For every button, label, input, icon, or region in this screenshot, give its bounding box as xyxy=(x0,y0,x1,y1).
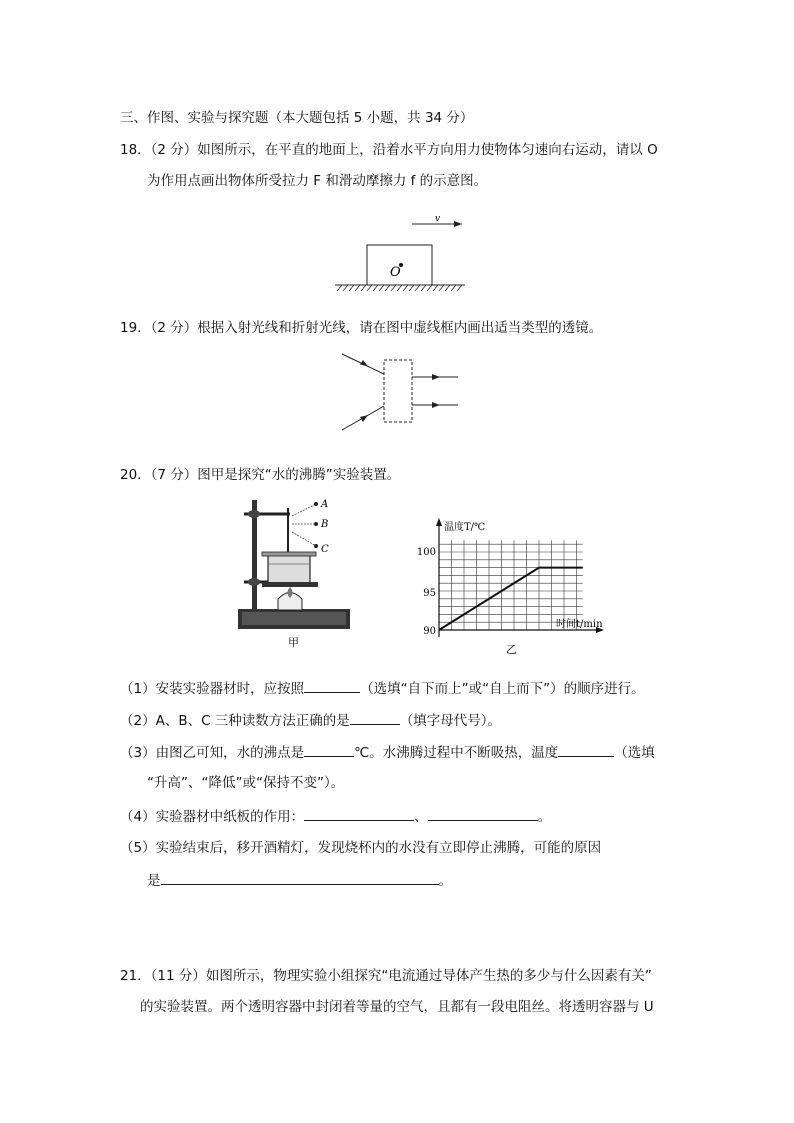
q20-sub3 xyxy=(120,743,655,762)
cardboard xyxy=(262,552,316,556)
answer-blank-1[interactable] xyxy=(304,679,360,693)
sight-line-a xyxy=(292,504,316,516)
y-axis-arrowhead xyxy=(436,518,442,526)
q20-sub2-text-a: （2）A、B、C 三种读数方法正确的是 xyxy=(120,713,350,729)
boiling-apparatus-figure xyxy=(232,494,362,649)
temperature-chart xyxy=(410,515,630,675)
y-tick-label: 95 xyxy=(423,588,436,599)
q21-text-line1: 21．（11 分）如图所示，物理实验小组探究“电流通过导体产生热的多少与什么因素有关” xyxy=(120,968,652,984)
answer-blank-3b[interactable] xyxy=(558,743,614,757)
caption-jia: 甲 xyxy=(288,636,299,649)
label-b: B xyxy=(321,519,329,530)
eye-a-icon xyxy=(314,502,318,506)
q20-sub3-text-c: （选填 xyxy=(614,745,655,761)
q20-sub5-line2 xyxy=(147,871,452,890)
answer-blank-2[interactable] xyxy=(350,711,400,725)
q20-sub4-sep: 、 xyxy=(414,809,428,825)
q20-sub5-line1: （5）实验结束后，移开酒精灯，发现烧杯内的水没有立即停止沸腾，可能的原因 xyxy=(120,840,602,856)
q19-figure xyxy=(340,350,470,440)
velocity-arrowhead xyxy=(454,221,462,227)
eye-c-icon xyxy=(314,544,318,548)
ground-hatching xyxy=(337,285,462,291)
sight-line-c xyxy=(292,532,316,546)
q18-text-line2: 为作用点画出物体所受拉力 F 和滑动摩擦力 f 的示意图。 xyxy=(147,173,488,189)
q20-sub5-text-a: 是 xyxy=(147,873,161,889)
q20-sub3-text-b: ℃。水沸腾过程中不断吸热，温度 xyxy=(354,745,559,761)
q21-text-line2: 的实验装置。两个透明容器中封闭着等量的空气，且都有一段电阻丝。将透明容器与 U xyxy=(140,999,654,1015)
q20-sub4-end: 。 xyxy=(537,809,552,825)
q19-text-line1: 19．（2 分）根据入射光线和折射光线，请在图中虚线框内画出适当类型的透镜。 xyxy=(120,320,603,336)
velocity-label: v xyxy=(435,214,441,224)
answer-blank-4b[interactable] xyxy=(428,807,538,821)
q20-sub3-text-a: （3）由图乙可知，水的沸点是 xyxy=(120,745,305,761)
label-c: C xyxy=(321,544,329,555)
q20-sub2 xyxy=(120,711,501,730)
answer-blank-4a[interactable] xyxy=(304,807,414,821)
q20-sub1-text-a: （1）安装实验器材时，应按照 xyxy=(120,681,305,697)
q18-figure xyxy=(330,215,470,295)
label-a: A xyxy=(321,499,329,510)
eye-b-icon xyxy=(314,522,318,526)
q20-sub1 xyxy=(120,679,645,698)
burner-stand xyxy=(262,582,318,587)
q20-sub4-text-a: （4）实验器材中纸板的作用： xyxy=(120,809,305,825)
q20-sub3-line2: “升高”、“降低”或“保持不变”）。 xyxy=(147,775,345,791)
q20-sub5-end: 。 xyxy=(438,873,452,889)
q20-sub4 xyxy=(120,807,551,826)
beaker xyxy=(268,554,310,584)
answer-blank-5[interactable] xyxy=(161,871,439,885)
caption-yi: 乙 xyxy=(506,643,517,656)
lens-dashed-box xyxy=(384,360,412,422)
y-axis-label: 温度T/℃ xyxy=(444,522,486,533)
x-axis-label: 时间t/min xyxy=(556,619,603,630)
section-title: 三、作图、实验与探究题（本大题包括 5 小题，共 34 分） xyxy=(120,110,474,126)
answer-blank-3a[interactable] xyxy=(304,743,354,757)
y-tick-label: 90 xyxy=(423,626,436,637)
point-o-label: O xyxy=(390,265,401,280)
q20-sub1-text-b: （选填“自下而上”或“自上而下”）的顺序进行。 xyxy=(360,681,645,697)
q20-text-line1: 20．（7 分）图甲是探究“水的沸腾”实验装置。 xyxy=(120,467,401,483)
q20-sub2-text-b: （填字母代号）。 xyxy=(399,713,502,729)
y-tick-label: 100 xyxy=(416,547,436,558)
q18-text-line1: 18．（2 分）如图所示，在平直的地面上，沿着水平方向用力使物体匀速向右运动，请以 O xyxy=(120,142,658,158)
